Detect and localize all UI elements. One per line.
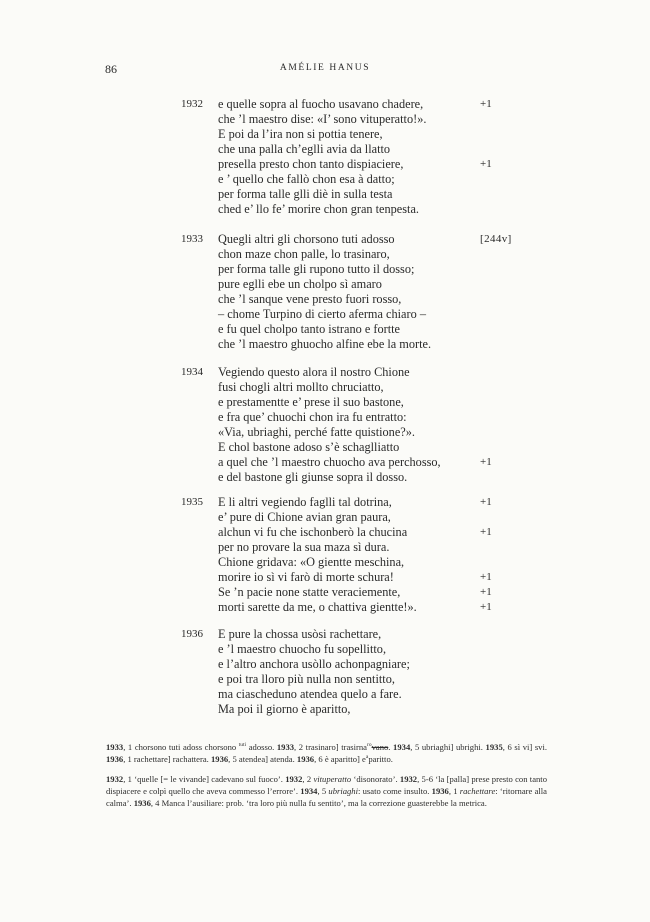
verse-line: [218, 157, 548, 172]
verse-line: [218, 97, 548, 112]
verse-line: [218, 585, 548, 600]
verse-line: [218, 187, 548, 202]
commentary-notes: [106, 773, 547, 809]
verse-text: – chome Turpino di cierto aferma chiaro –: [218, 307, 426, 321]
verse-text: presella presto chon tanto dispiaciere,: [218, 157, 404, 171]
folio-reference: [244v]: [480, 233, 512, 245]
footnote-ref: 1936: [296, 754, 315, 764]
superscript-insertion: tuti: [238, 742, 247, 749]
footnote-ref: 1933: [276, 742, 295, 752]
superscript-insertion: ro: [366, 742, 372, 749]
footnote-ref: 1936: [106, 754, 124, 764]
verse-text: morire io sì vi farò di morte schura!: [218, 570, 394, 584]
verse-text: E chol bastone adoso s’è schaglliatto: [218, 440, 400, 454]
verse-text: E poi da l’ira non si pottia tenere,: [218, 127, 383, 141]
footnote-ref: 1932: [399, 774, 418, 784]
metric-note: +1: [480, 98, 492, 110]
verse-line: [218, 322, 548, 337]
footnote-text: , 5 atendea] atenda.: [228, 754, 297, 764]
metric-note: +1: [480, 496, 492, 508]
page-number: 86: [105, 62, 117, 76]
stanza-number: 1933: [181, 233, 203, 245]
stanza-verses: [218, 97, 548, 217]
verse-line: [218, 495, 548, 510]
critical-apparatus: [106, 741, 547, 765]
verse-line: [218, 657, 548, 672]
verse-text: e del bastone gli giunse sopra il dosso.: [218, 470, 408, 484]
verse-line: [218, 440, 548, 455]
verse-line: [218, 627, 548, 642]
verse-line: [218, 570, 548, 585]
verse-text: pure eglli ebe un cholpo sì amaro: [218, 277, 382, 291]
metric-note: +1: [480, 586, 492, 598]
footnote-ref: 1936: [133, 798, 151, 808]
verse-line: [218, 247, 548, 262]
page-header: [0, 62, 650, 78]
stanza-number: 1935: [181, 496, 203, 508]
verse-line: [218, 687, 548, 702]
verse-text: ma ciascheduno atendea quelo a fare.: [218, 687, 402, 701]
verse-line: [218, 395, 548, 410]
metric-note: +1: [480, 601, 492, 613]
verse-line: [218, 127, 548, 142]
verse-line: [218, 365, 548, 380]
verse-text: Se ’n pacie none statte veraciemente,: [218, 585, 401, 599]
footnote-text: , 2: [302, 774, 314, 784]
stanza-verses: [218, 365, 548, 485]
footnote-text: .: [388, 742, 394, 752]
verse-text: morti sarette da me, o chattiva gientte!».: [218, 600, 417, 614]
verse-text: per forma talle gli rupono tutto il dosso;: [218, 262, 415, 276]
verse-line: [218, 112, 548, 127]
stanza-verses: [218, 627, 548, 717]
footnote-text: , 1 chorsono tuti adoss chorsono: [123, 742, 239, 752]
verse-line: [218, 172, 548, 187]
footnote-ref: 1934: [393, 742, 411, 752]
verse-text: per forma talle glli diè in sulla testa: [218, 187, 393, 201]
stanza-number: 1932: [181, 98, 203, 110]
metric-note: +1: [480, 158, 492, 170]
verse-text: che una palla ch’eglli avia da llatto: [218, 142, 391, 156]
verse-line: [218, 555, 548, 570]
stanza-verses: [218, 232, 548, 352]
verse-text: e ’l maestro chuocho fu sopellitto,: [218, 642, 387, 656]
metric-note: +1: [480, 526, 492, 538]
footnote-text: : usato come insulto.: [358, 786, 432, 796]
verse-text: e prestamentte e’ prese il suo bastone,: [218, 395, 404, 409]
verse-line: [218, 202, 548, 217]
stanza-verses: [218, 495, 548, 615]
footnote-text: , 5 ubriaghi] ubrighi.: [410, 742, 486, 752]
metric-note: +1: [480, 456, 492, 468]
verse-text: e quelle sopra al fuocho usavano chadere,: [218, 97, 424, 111]
verse-text: E li altri vegiendo faglli tal dotrina,: [218, 495, 392, 509]
verse-line: [218, 600, 548, 615]
footnote-ref: 1936: [431, 786, 449, 796]
verse-text: che ’l maestro ghuocho alfine ebe la morte.: [218, 337, 432, 351]
verse-text: e fra que’ chuochi chon ira fu entratto:: [218, 410, 407, 424]
footnote-text: ‘disonorato’.: [351, 774, 400, 784]
footnote-ref: 1936: [210, 754, 229, 764]
footnote-text: , 1: [448, 786, 460, 796]
footnote-text: , 6 è aparitto] e: [314, 754, 366, 764]
verse-line: [218, 425, 548, 440]
footnote-text: , 5: [317, 786, 329, 796]
stanza-number: 1936: [181, 628, 203, 640]
footnote-text: : ‘ritornare alla calma’.: [106, 786, 547, 808]
footnote-text: , 1 rachettare] rachattera.: [123, 754, 211, 764]
running-head: AMÉLIE HANUS: [279, 63, 371, 73]
verse-text: e ’ quello che fallò chon esa à datto;: [218, 172, 395, 186]
verse-line: [218, 337, 548, 352]
verse-text: Chione gridava: «O gientte meschina,: [218, 555, 405, 569]
verse-text: chon maze chon palle, lo trasinaro,: [218, 247, 390, 261]
verse-text: E pure la chossa usòsi rachettare,: [218, 627, 382, 641]
verse-text: e’ pure di Chione avian gran paura,: [218, 510, 391, 524]
verse-text: che ’l maestro dise: «I’ sono vituperatto!».: [218, 112, 427, 126]
verse-text: Vegiendo questo alora il nostro Chione: [218, 365, 410, 379]
verse-line: [218, 455, 548, 470]
verse-text: «Via, ubriaghi, perché fatte quistione?».: [218, 425, 415, 439]
footnote-text: , 2 trasinaro] trasirna: [294, 742, 367, 752]
verse-text: Quegli altri gli chorsono tuti adosso: [218, 232, 395, 246]
verse-text: e l’altro anchora usòllo achonpagniare;: [218, 657, 410, 671]
footnotes: [106, 741, 547, 817]
verse-line: [218, 470, 548, 485]
verse-text: fusi chogli altri mollto chruciatto,: [218, 380, 384, 394]
verse-text: a quel che ’l maestro chuocho ava perchosso,: [218, 455, 441, 469]
verse-line: [218, 307, 548, 322]
footnote-ref: 1933: [106, 742, 124, 752]
footnote-text: , 4 Manca l’ausiliare: prob. ‘tra loro più nulla fu sentito’, ma la correzione guasterebbe la metrica.: [150, 798, 487, 808]
footnote-text: , 1 ‘quelle [= le vivande] cadevano sul fuoco’.: [123, 774, 286, 784]
verse-text: ched e’ llo fe’ morire chon gran tenpesta.: [218, 202, 419, 216]
verse-line: [218, 540, 548, 555]
footnote-ref: 1935: [485, 742, 503, 752]
footnote-text: , 5-6 ‘la [palla] prese presto con tanto dispiacere e colpì quello che aveva commesso l’errore’.: [106, 774, 547, 796]
italic-term: ubriaghi: [328, 786, 358, 796]
footnote-ref: 1932: [106, 774, 124, 784]
verse-line: [218, 642, 548, 657]
verse-text: e fu quel cholpo tanto istrano e fortte: [218, 322, 401, 336]
verse-text: Ma poi il giorno è aparitto,: [218, 702, 351, 716]
verse-text: per no provare la sua maza sì dura.: [218, 540, 390, 554]
verse-line: [218, 380, 548, 395]
stanza-number: 1934: [181, 366, 203, 378]
verse-line: [218, 525, 548, 540]
verse-line: [218, 262, 548, 277]
footnote-ref: 1932: [285, 774, 303, 784]
metric-note: +1: [480, 571, 492, 583]
verse-text: e poi tra lloro più nulla non sentitto,: [218, 672, 395, 686]
italic-term: vituperatto: [313, 774, 352, 784]
verse-line: [218, 510, 548, 525]
verse-line: [218, 410, 548, 425]
verse-line: [218, 672, 548, 687]
verse-line: [218, 277, 548, 292]
italic-term: rachettare: [459, 786, 496, 796]
verse-line: [218, 292, 548, 307]
footnote-ref: 1934: [300, 786, 318, 796]
struck-text: vano: [371, 742, 389, 752]
superscript-insertion: a: [365, 754, 369, 761]
verse-text: alchun vi fu che ischonberò la chucina: [218, 525, 408, 539]
verse-line: [218, 142, 548, 157]
footnote-text: adosso.: [246, 742, 277, 752]
footnote-text: , 6 sì vi] svi.: [502, 742, 548, 752]
footnote-text: paritto.: [368, 754, 393, 764]
verse-line: [218, 232, 548, 247]
verse-text: che ’l sanque vene presto fuori rosso,: [218, 292, 402, 306]
verse-line: [218, 702, 548, 717]
